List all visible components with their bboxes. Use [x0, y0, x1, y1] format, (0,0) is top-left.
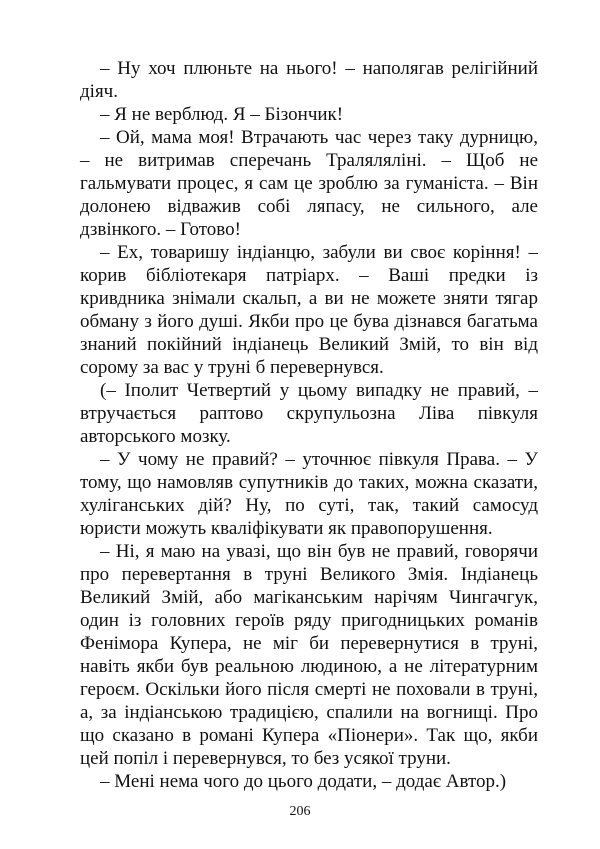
paragraph: – Мені нема чого до цього додати, – додає Автор.) [100, 771, 507, 792]
paragraph: – Ех, товаришу індіанцю, забули ви своє коріння! – корив бібліотекаря патріарх. – Ваші предки із кривдника знімали скальп, а ви не можете зняти тягар обману з його душі. Якби про це бува дізнався багатьма знаний покійний індіанець Великий Змій, то він від сорому за вас у труні б перевернувся. [80, 242, 538, 378]
paragraph: – Я не верблюд. Я – Бізончик! [100, 104, 344, 125]
page-number: 206 [289, 804, 311, 819]
paragraph: – Ні, я маю на увазі, що він був не правий, говорячи про перевертання в труні Великого Змія. Індіанець Великий Змій, або магіканським нарічям Чингачгук, один із головних героїв ряду пригодницьких романів Фенімора Купера, не міг би перевернутися в труні, навіть якби був реальною людиною, а не літературним героєм. Оскільки його після смерті не поховали в труні, а, за індіанською традицією, спалили на вогнищі. Про що сказано в романі Купера «Піонери». Так що, якби цей попіл і перевернувся, то без усякої труни. [80, 541, 538, 769]
text-body [80, 57, 538, 793]
paragraph: – У чому не правий? – уточнює півкуля Права. – У тому, що намовляв супутників до таких, можна сказати, хуліганських дій? Ну, по суті, так, такий самосуд юристи можуть кваліфікувати як правопорушення. [80, 449, 538, 539]
paragraph: – Ну хоч плюньте на нього! – наполягав релігійний діяч. [80, 58, 538, 102]
paragraph: – Ой, мама моя! Втрачають час через таку дурницю, – не витримав сперечань Траляляліні. – Щоб не гальмувати процес, я сам це зроблю за гуманіста. – Він долонею відважив собі ляпасу, не сильного, але дзвінкого. – Готово! [80, 127, 538, 240]
paragraph: (– Іполит Четвертий у цьому випадку не правий, – втручається раптово скрупульозна Ліва півкуля авторського мозку. [80, 380, 538, 447]
